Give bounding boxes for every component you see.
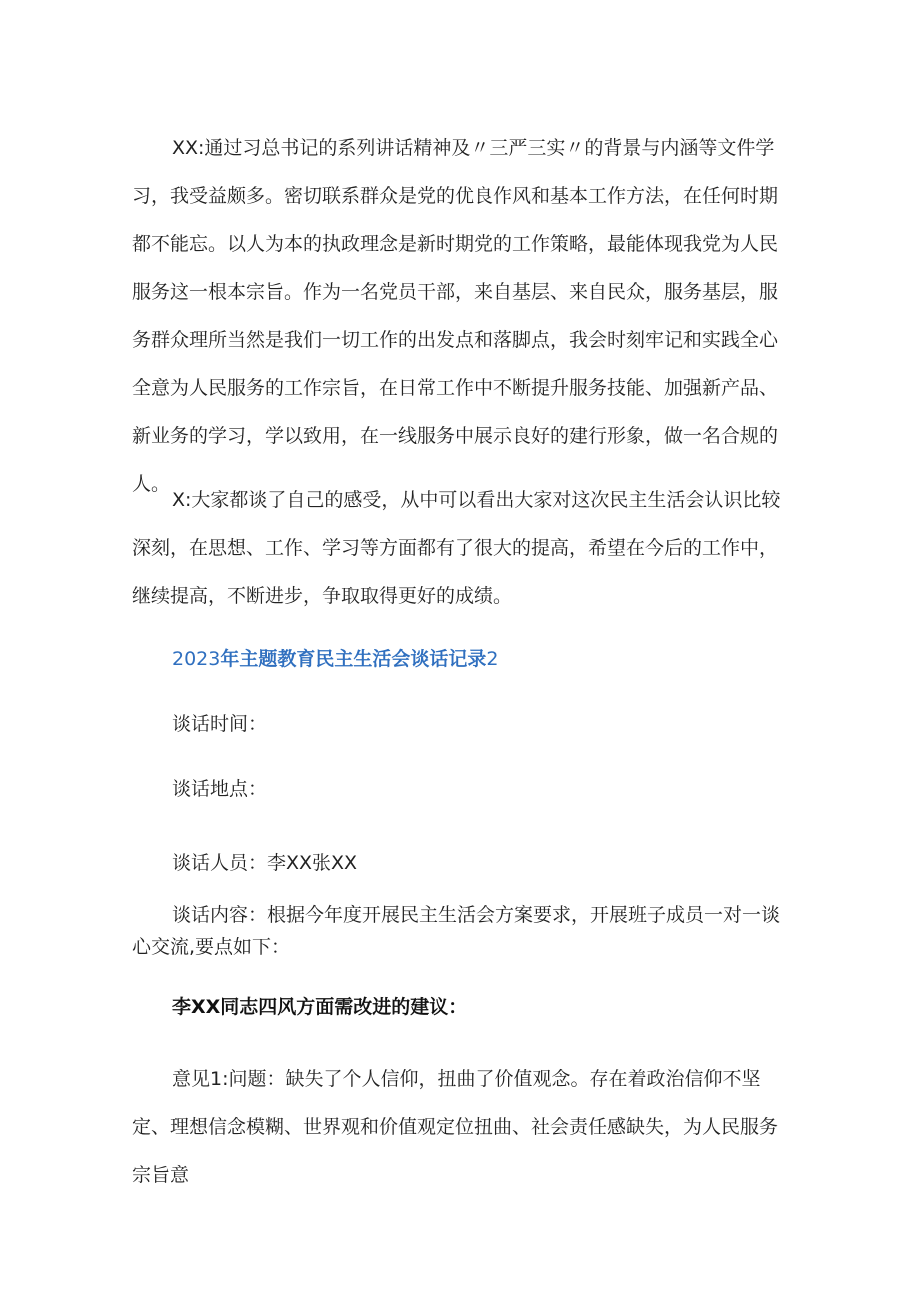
talk-content: 谈话内容：根据今年度开展民主生活会方案要求，开展班子成员一对一谈心交流,要点如下： bbox=[132, 904, 781, 958]
talk-time: 谈话时间： bbox=[172, 713, 268, 735]
improvement-subheading: 李XX同志四风方面需改进的建议： bbox=[172, 996, 468, 1018]
paragraph-x-summary: X:大家都谈了自己的感受，从中可以看出大家对这次民主生活会认识比较深刻，在思想、工作、学习等方面都有了很大的提高，希望在今后的工作中，继续提高，不断进步，争取取得更好的成绩。 bbox=[132, 489, 781, 607]
section-title bbox=[172, 644, 498, 674]
talk-place: 谈话地点： bbox=[172, 778, 268, 800]
paragraph-xx-study: XX:通过习总书记的系列讲话精神及〃三严三实〃的背景与内涵等文件学习，我受益颇多。密切联系群众是党的优良作风和基本工作方法，在任何时期都不能忘。以人为本的执政理念是新时期党的工作策略，最能体现我党为人民服务这一根本宗旨。作为一名党员干部，来自基层、来自民众，服务基层，服务群众理所当然是我们一切工作的出发点和落脚点，我会时刻牢记和实践全心全意为人民服务的工作宗旨，在日常工作中不断提升服务技能、加强新产品、新业务的学习，学以致用，在一线服务中展示良好的建行形象，做一名合规的人。 bbox=[132, 137, 779, 495]
section-title-text: 年主题教育民主生活会谈话记录 bbox=[220, 648, 487, 670]
section-title-number: 2 bbox=[486, 648, 499, 670]
section-title-year: 2023 bbox=[172, 648, 221, 670]
talk-people: 谈话人员：李XX张XX bbox=[172, 852, 358, 874]
opinion-1: 意见1:问题：缺失了个人信仰，扭曲了价值观念。存在着政治信仰不坚定、理想信念模糊、世界观和价值观定位扭曲、社会责任感缺失，为人民服务宗旨意 bbox=[132, 1068, 779, 1186]
